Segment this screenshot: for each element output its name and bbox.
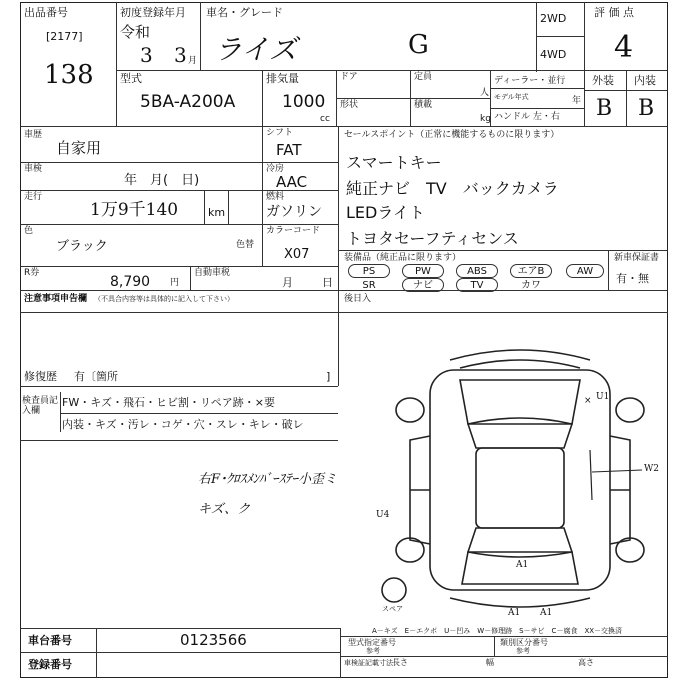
mileage-label: 走行: [24, 192, 43, 202]
size-width: 幅: [486, 658, 494, 667]
size-length: 長さ: [392, 658, 408, 667]
exterior-grade: B: [596, 96, 613, 121]
selling-points-label: セールスポイント（正常に機能するものに限ります）: [344, 130, 560, 140]
car-name: ライズ: [214, 33, 297, 66]
inspection-label: 車検: [24, 164, 43, 174]
diagram-mark-u4: U4: [376, 510, 390, 520]
mileage-value: 1万9千140: [90, 200, 179, 220]
interior-label: 内装: [634, 74, 656, 87]
equip-pw: PW: [402, 264, 444, 278]
selling-point-1: スマートキー: [346, 153, 442, 172]
selling-point-3: LEDライト: [346, 203, 425, 222]
shift-value: FAT: [276, 141, 302, 159]
equip-abs: ABS: [456, 264, 498, 278]
score-label: 評 価 点: [594, 6, 634, 19]
displacement-value: 1000: [282, 92, 326, 112]
history-value: 自家用: [56, 139, 102, 157]
door-label: ドア: [340, 72, 358, 82]
lot-sub: [2177]: [46, 30, 83, 43]
drive-4wd: 4WD: [540, 48, 567, 61]
repair-label: 修復歴: [24, 370, 57, 383]
car-no-label: 車台番号: [28, 634, 72, 647]
drive-2wd: 2WD: [540, 12, 567, 25]
dealer-label: ディーラー・並行: [494, 76, 566, 86]
car-grade: G: [408, 30, 429, 60]
car-damage-diagram: [380, 340, 660, 620]
shift-label: シフト: [266, 128, 294, 138]
model-year-label: モデル年式: [494, 93, 529, 101]
tax-day: 日: [322, 276, 333, 289]
first-reg-era: 令和: [120, 23, 151, 41]
first-reg-year: 3: [140, 43, 153, 67]
equip-airbag: エアB: [510, 264, 552, 278]
class-sub: 参考: [516, 647, 530, 655]
year-unit: 年: [572, 96, 582, 106]
inspector-row-2: 内装・キズ・汚レ・コゲ・穴・スレ・キレ・破レ: [62, 418, 304, 431]
recycle-value: 8,790: [110, 274, 151, 290]
diagram-mark-a1-center: A1: [516, 560, 529, 570]
mileage-unit: km: [208, 206, 226, 219]
interior-grade: B: [638, 96, 655, 121]
fuel-value: ガソリン: [266, 204, 322, 220]
type-cert-label: 型式指定番号: [348, 638, 396, 647]
lot-number: 138: [44, 60, 94, 90]
selling-point-2: 純正ナビ TV バックカメラ: [346, 179, 559, 198]
month-unit: 月: [188, 56, 198, 66]
reg-label: 登録番号: [28, 658, 72, 671]
load-unit: kg: [480, 114, 491, 124]
inspector-note-1: 右F･ｸﾛｽﾒﾝﾊﾞｰｽﾃｰ小歪ミ: [198, 472, 338, 487]
diagram-mark-a1-rear-right: A1: [540, 608, 553, 618]
warranty-value: 有・無: [616, 272, 649, 285]
first-reg-label: 初度登録年月: [120, 6, 186, 19]
history-label: 車歴: [24, 130, 43, 140]
caution-label: 注意事項申告欄: [24, 294, 88, 304]
equip-sr: SR: [362, 280, 376, 291]
score-value: 4: [614, 30, 634, 65]
color-label: 色: [24, 226, 34, 236]
model-label: 型式: [120, 72, 142, 85]
class-label: 類別区分番号: [500, 638, 548, 647]
later-label: 後日入: [344, 294, 372, 304]
diagram-mark-x: ×: [584, 396, 592, 406]
diagram-mark-u1: U1: [596, 392, 610, 402]
first-reg-month: 3: [174, 43, 187, 67]
capacity-label: 定員: [414, 72, 433, 82]
displacement-unit: cc: [320, 114, 330, 124]
equip-ps: PS: [348, 264, 390, 278]
warranty-label: 新車保証書: [614, 253, 660, 263]
equipment-label: 装備品（純正品に限ります）: [344, 253, 462, 263]
type-cert-sub: 参考: [366, 647, 380, 655]
tax-month: 月: [282, 276, 293, 289]
lot-label: 出品番号: [24, 6, 68, 19]
exterior-label: 外装: [592, 74, 614, 87]
capacity-unit: 人: [480, 88, 490, 98]
inspection-value: 年 月( 日): [124, 173, 200, 188]
tax-label: 自動車税: [194, 268, 231, 278]
ac-label: 冷房: [266, 164, 285, 174]
diagram-mark-w2: W2: [644, 464, 659, 474]
selling-point-4: トヨタセーフティセンス: [346, 229, 519, 248]
shape-label: 形状: [340, 100, 359, 110]
diagram-mark-a1-rear-left: A1: [508, 608, 521, 618]
recycle-unit: 円: [170, 278, 180, 288]
size-height: 高さ: [578, 658, 594, 667]
equip-leather: カワ: [521, 280, 541, 291]
load-label: 積載: [414, 100, 433, 110]
car-no-value: 0123566: [180, 631, 247, 649]
inspector-row-1: FW・キズ・飛石・ヒビ割・リペア跡・×要: [62, 396, 275, 409]
car-name-label: 車名・グレード: [206, 6, 283, 19]
fuel-label: 燃料: [266, 192, 285, 202]
color-value: ブラック: [56, 239, 108, 254]
equip-navi: ナビ: [402, 278, 444, 292]
damage-legend: A－キズ E－エクボ U－凹み W－修理跡 S－サビ C－腐食 XX－交換済: [372, 627, 623, 635]
model-value: 5BA-A200A: [140, 92, 236, 112]
ac-value: AAC: [276, 173, 308, 191]
inspector-note-2: キズ、ク: [198, 502, 251, 517]
recycle-label: R券: [24, 268, 40, 278]
equip-aw: AW: [566, 264, 604, 278]
inspector-label: 検査員記入欄: [22, 396, 59, 416]
repair-close: ]: [326, 370, 331, 383]
displacement-label: 排気量: [266, 72, 299, 85]
color-code-title: カラーコード: [266, 226, 321, 236]
spare-label: スペア: [382, 605, 403, 613]
color-change-label: 色替: [236, 240, 255, 250]
equip-tv: TV: [456, 278, 498, 292]
color-code-value: X07: [284, 247, 310, 262]
repair-value: 有〔箇所: [74, 370, 118, 383]
handle-label: ハンドル 左・右: [494, 112, 560, 122]
caution-sub: （不具合内容等は具体的に記入して下さい）: [94, 295, 234, 303]
size-label: 車検証記載寸法: [344, 659, 393, 667]
